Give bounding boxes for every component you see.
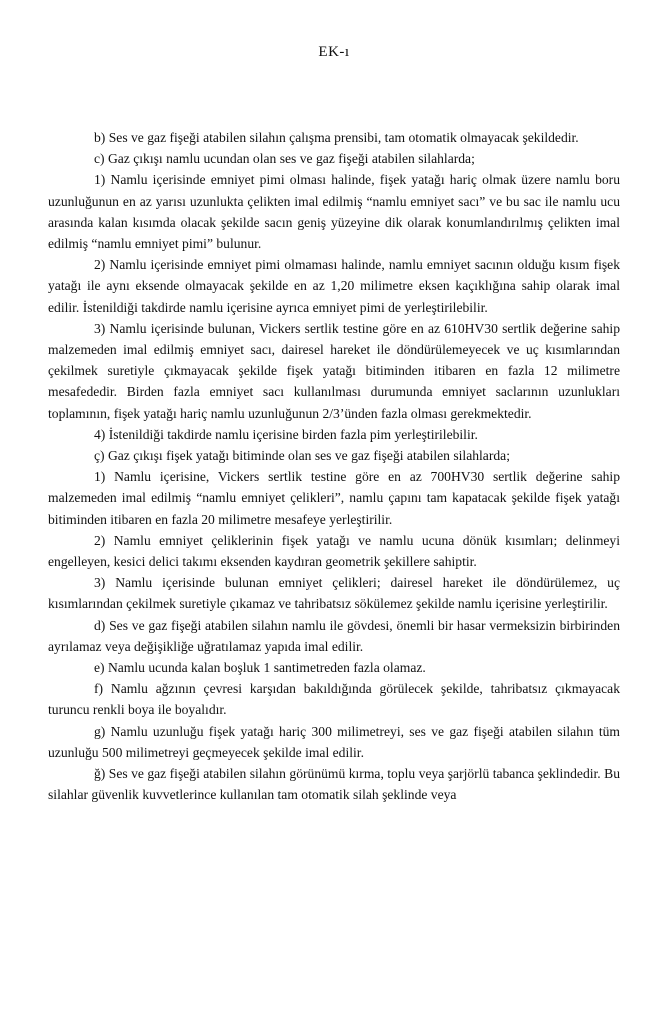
- paragraph-c-4: 4) İstenildiği takdirde namlu içerisine birden fazla pim yerleştirilebilir.: [94, 426, 478, 442]
- paragraph-b: b) Ses ve gaz fişeği atabilen silahın çalışma prensibi, tam otomatik olmayacak şekildedir.: [94, 130, 579, 145]
- page-heading: EK-ı: [318, 44, 350, 60]
- paragraph-e: e) Namlu ucunda kalan boşluk 1 santimetreden fazla olamaz.: [94, 660, 426, 676]
- paragraph-f: f) Namlu ağzının çevresi karşıdan bakıldığında görülecek şekilde, tahribatsız çıkmayacak turuncu renkli boya ile boyalıdır.: [48, 681, 620, 718]
- paragraph-gg: ğ) Ses ve gaz fişeği atabilen silahın görünümü kırma, toplu veya şarjörlü tabanca şeklindedir. Bu silahlar güvenlik kuvvetlerince kullanılan tam otomatik silah şeklinde veya: [48, 766, 620, 803]
- paragraph-cc-1: 1) Namlu içerisine, Vickers sertlik testine göre en az 700HV30 sertlik değerine sahip malzemeden imal edilmiş “namlu emniyet çelikleri”, namlu çapını tam kapatacak şekilde fişek yatağı bitiminden itibaren en fazla 20 milimetre mesafeye yerleştirilir.: [48, 469, 620, 527]
- paragraph-c-2: 2) Namlu içerisinde emniyet pimi olmaması halinde, namlu emniyet sacının olduğu kısım fişek yatağı ile aynı eksende olmayacak şekilde en az 1,20 milimetre eksen kaçıklığına sahip olarak imal edilir. İstenildiği takdirde namlu içerisine ayrıca emniyet pimi de yerleştirilebilir.: [48, 257, 620, 315]
- paragraph-g: g) Namlu uzunluğu fişek yatağı hariç 300 milimetreyi, ses ve gaz fişeği atabilen silahın tüm uzunluğu 500 milimetreyi geçmeyecek şekilde imal edilir.: [48, 723, 620, 760]
- paragraph-d: d) Ses ve gaz fişeği atabilen silahın namlu ile gövdesi, önemli bir hasar vermeksizin birbirinden ayrılamaz veya değişikliğe uğratılamaz yapıda imal edilir.: [48, 617, 620, 654]
- paragraph-c-3: 3) Namlu içerisinde bulunan, Vickers sertlik testine göre en az 610HV30 sertlik değerine sahip malzemeden imal edilmiş emniyet sacı, dairesel hareket ile döndürülemeyecek ve uç kısımlarından çekilmek suretiyle çıkmayacak şekilde fişek yatağı bitiminden itibaren en fazla 12 milimetre mesafededir. Birden fazla emniyet sacı kullanılması durumunda emniyet saclarının uzunlukları toplamının, fişek yatağı hariç namlu uzunluğunun 2/3’ünden fazla olması gerekmektedir.: [48, 320, 620, 421]
- paragraph-c: c) Gaz çıkışı namlu ucundan olan ses ve gaz fişeği atabilen silahlarda;: [94, 151, 475, 167]
- paragraph-cc-3: 3) Namlu içerisinde bulunan emniyet çelikleri; dairesel hareket ile döndürülemez, uç kısımlarından çekilmek suretiyle çıkamaz ve tahribatsız sökülemez şekilde namlu içerisine yerleştirilir.: [48, 575, 620, 612]
- paragraph-c-1: 1) Namlu içerisinde emniyet pimi olması halinde, fişek yatağı hariç olmak üzere namlu boru uzunluğunun en az yarısı uzunlukta çelikten imal edilmiş “namlu emniyet sacı” ve bu sac ile namlu ucu arasında kalan kısımda olacak şekilde sacın geniş yüzeyine dik olarak konumlandırılmış çelikten imal edilmiş “namlu emniyet pimi” bulunur.: [48, 172, 620, 252]
- paragraph-cc: ç) Gaz çıkışı fişek yatağı bitiminde olan ses ve gaz fişeği atabilen silahlarda;: [94, 448, 510, 464]
- document-body: [48, 127, 620, 806]
- paragraph-cc-2: 2) Namlu emniyet çeliklerinin fişek yatağı ve namlu ucuna dönük kısımları; delinmeyi engelleyen, kesici delici takımı eksenden kaydıran geometrik şekillere sahiptir.: [48, 532, 620, 570]
